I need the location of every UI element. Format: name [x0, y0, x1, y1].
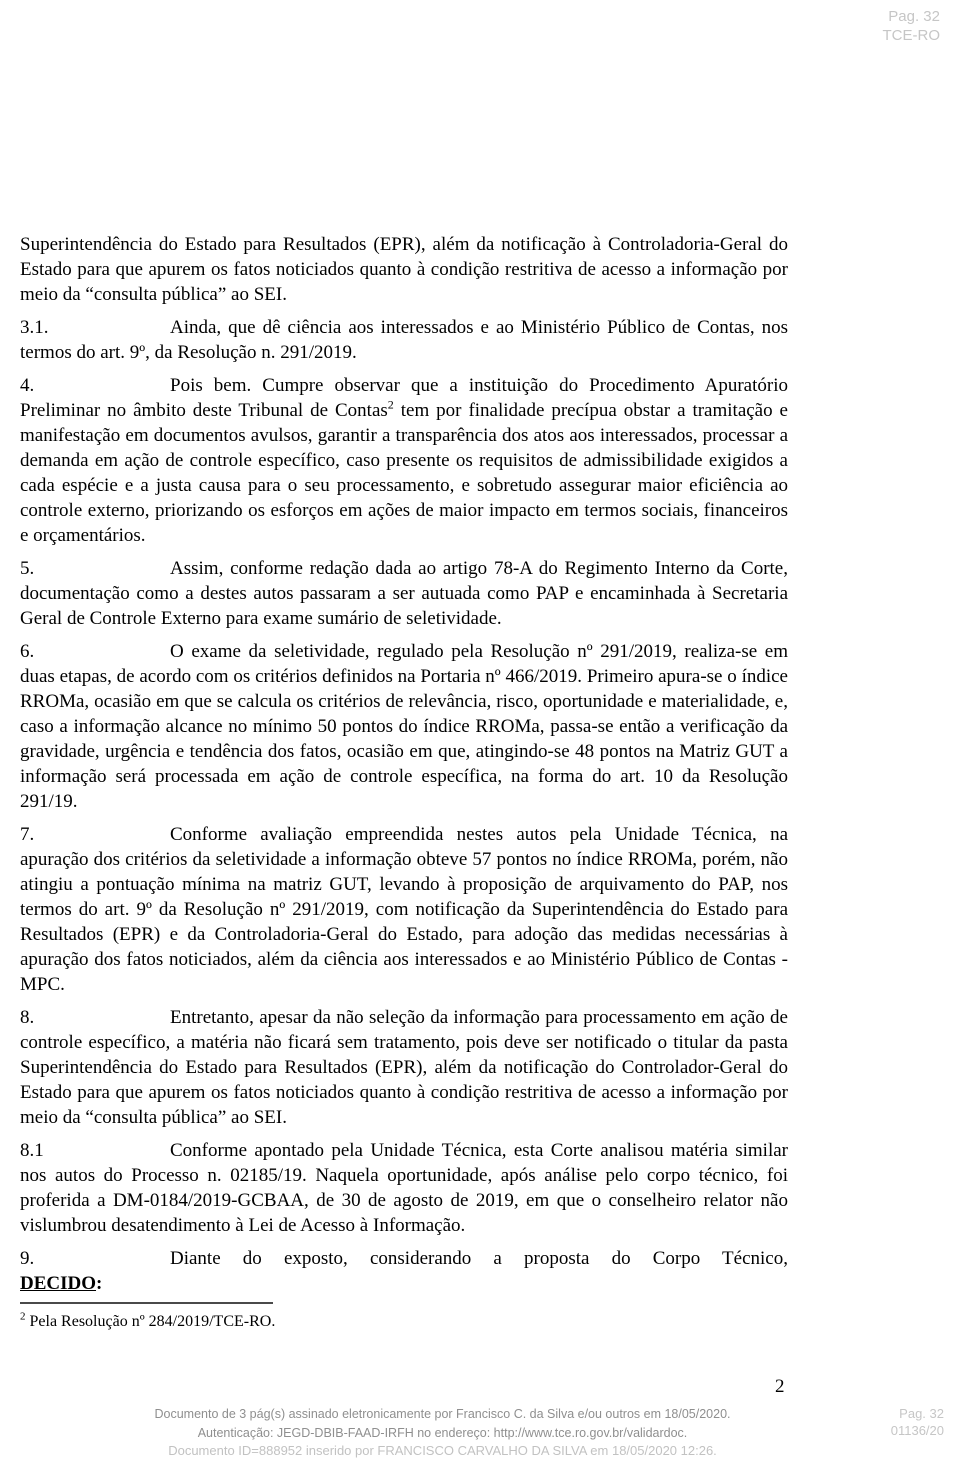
- paragraph-text: Ainda, que dê ciência aos interessados e ao Ministério Público de Contas, nos termos do art. 9º, da Resolução n. 291/2019.: [20, 317, 788, 363]
- footer-page-label: Pag. 32: [899, 1406, 944, 1421]
- paragraph-text: Conforme avaliação empreendida nestes autos pela Unidade Técnica, na apuração dos critérios da seletividade a informação obteve 57 pontos no índice RROMa, porém, não atingiu a pontuação mínima na matriz GUT, levando à proposição de arquivamento do PAP, nos termos do art. 9º da Resolução nº 291/2019, com notificação da Superintendência do Estado para Resultados (EPR) e da Controladoria-Geral do Estado, para adoção das medidas necessárias à apuração dos fatos noticiados, além da ciência aos interessados e ao Ministério Público de Contas - MPC.: [20, 824, 788, 995]
- paragraph-number: 8.1: [20, 1140, 44, 1161]
- paragraph-7: [20, 822, 788, 997]
- paragraph-3-1: [20, 315, 788, 365]
- paragraph-6: [20, 639, 788, 814]
- paragraph-number: 5.: [20, 558, 35, 579]
- footnote-divider: [20, 1302, 273, 1304]
- paragraph-number: 9.: [20, 1248, 35, 1269]
- paragraph-text: Entretanto, apesar da não seleção da informação para processamento em ação de controle específico, a matéria não ficará sem tratamento, pois deve ser notificado o titular da pasta Superintendência do Estado para Resultados (EPR), além da notificação do Controlador-Geral do Estado para que apurem os fatos noticiados quanto à condição restritiva de acesso a informação por meio da “consulta pública” ao SEI.: [20, 1007, 788, 1128]
- footer-page-ref: [891, 1406, 944, 1439]
- footer-document-id-line: Documento ID=888952 inserido por FRANCISCO CARVALHO DA SILVA em 18/05/2020 12:26.: [168, 1443, 717, 1458]
- paragraph-text: tem por finalidade precípua obstar a tramitação e manifestação em documentos avulsos, garantir a transparência dos atos aos interessados, processar a demanda em ação de controle específico, caso presente os requisitos de admissibilidade exigidos a cada espécie e a justa causa para o seu processamento, e sobretudo assegurar maior eficiência ao controle externo, priorizando os esforços em ações de maior impacto em termos sociais, financeiros e orçamentários.: [20, 400, 788, 546]
- footnote-reference: 2: [387, 397, 394, 412]
- paragraph-number: 6.: [20, 641, 35, 662]
- paragraph-4: [20, 373, 788, 548]
- signature-footer: [150, 1405, 735, 1461]
- paragraph-8: [20, 1005, 788, 1130]
- paragraph-9: [20, 1246, 788, 1271]
- decido-colon: :: [96, 1273, 103, 1294]
- footer-signature-line: Documento de 3 pág(s) assinado eletronicamente por Francisco C. da Silva e/ou outros em 18/05/2020.: [154, 1407, 731, 1421]
- decido-label: DECIDO: [20, 1273, 97, 1294]
- paragraph-text: Pois bem. Cumpre observar que a instituição do Procedimento Apuratório Preliminar no âmbito deste Tribunal de Contas: [20, 375, 788, 421]
- footer-doc-number: 01136/20: [890, 1422, 944, 1438]
- header-page-label: Pag. 32: [888, 8, 940, 25]
- paragraph-text: Diante do exposto, considerando a proposta do Corpo Técnico,: [170, 1248, 788, 1269]
- footnote-section: [20, 1302, 788, 1332]
- footer-authentication-line: Autenticação: JEGD-DBIB-FAAD-IRFH no endereço: http://www.tce.ro.gov.br/validardoc.: [197, 1425, 688, 1440]
- footnote-text: Pela Resolução nº 284/2019/TCE-RO.: [25, 1313, 276, 1330]
- paragraph-text: O exame da seletividade, regulado pela Resolução nº 291/2019, realiza-se em duas etapas, de acordo com os critérios definidos na Portaria nº 466/2019. Primeiro apura-se o índice RROMa, ocasião em que se calcula os critérios de relevância, risco, oportunidade e materialidade, e, caso a informação alcance no mínimo 50 pontos do índice RROMa, passa-se então a verificação da gravidade, urgência e tendência dos fatos, ocasião em que, atingindo-se 48 pontos na Matriz GUT a informação será processada em ação de controle específica, na forma do art. 10 da Resolução 291/19.: [20, 641, 788, 812]
- page-header: [883, 7, 941, 45]
- paragraph-number: 7.: [20, 824, 35, 845]
- page-number: 2: [775, 1376, 785, 1397]
- paragraph-continuation: [20, 232, 788, 307]
- paragraph-number: 4.: [20, 375, 35, 396]
- paragraph-8-1: [20, 1138, 788, 1238]
- paragraph-number: 3.1.: [20, 317, 49, 338]
- paragraph-text: Conforme apontado pela Unidade Técnica, esta Corte analisou matéria similar nos autos do Processo n. 02185/19. Naquela oportunidade, após análise pelo corpo técnico, foi proferida a DM-0184/2019-GCBAA, de 30 de agosto de 2019, em que o conselheiro relator não vislumbrou desatendimento à Lei de Acesso à Informação.: [20, 1140, 788, 1236]
- footnote-marker: 2: [20, 1310, 26, 1323]
- paragraph-number: 8.: [20, 1007, 35, 1028]
- paragraph-text: Assim, conforme redação dada ao artigo 78-A do Regimento Interno da Corte, documentação como a destes autos passaram a ser autuada como PAP e encaminhada à Secretaria Geral de Controle Externo para exame sumário de seletividade.: [20, 558, 788, 629]
- paragraph-text: Superintendência do Estado para Resultados (EPR), além da notificação à Controladoria-Geral do Estado para que apurem os fatos noticiados quanto à condição restritiva de acesso a informação por meio da “consulta pública” ao SEI.: [20, 234, 788, 305]
- document-body: [20, 232, 788, 1304]
- paragraph-9-decido: [20, 1271, 788, 1296]
- footnote: [20, 1311, 788, 1332]
- header-org-label: TCE-RO: [882, 27, 940, 44]
- paragraph-5: [20, 556, 788, 631]
